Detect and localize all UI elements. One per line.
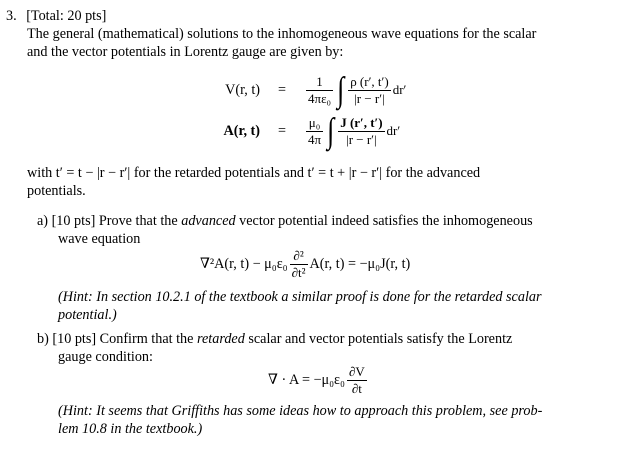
part-b-text-post: scalar and vector potentials satisfy the Lorentz <box>248 331 513 347</box>
part-b-line-2: gauge condition: <box>58 349 153 365</box>
part-a-text-post: vector potential indeed satisfies the inhomogeneous <box>239 213 533 229</box>
part-a-text-em: advanced <box>181 213 236 229</box>
with-line-1: with t′ = t − |r − r′| for the retarded potentials and t′ = t + |r − r′| for the advanced <box>27 165 481 181</box>
eq-v-equals: = <box>277 82 286 98</box>
part-b-text-pre: Confirm that the <box>99 331 194 347</box>
part-b-eq-fraction <box>347 364 367 397</box>
part-b-hint-line-1: (Hint: It seems that Griffiths has some ideas how to approach this problem, see prob- <box>58 403 543 419</box>
part-a-eq-fraction <box>290 248 308 281</box>
part-a-eq-lhs: ∇²A(r, t) − μ₀ε₀ <box>200 256 288 272</box>
eq-v-lhs: V(r, t) <box>225 82 260 98</box>
eq-a-coefficient <box>306 115 323 148</box>
equation-vector-potential <box>210 111 400 151</box>
part-b-eq-lhs: ∇ · A = −μ₀ε₀ <box>268 372 345 388</box>
eq-v-differential: dr′ <box>392 82 407 97</box>
eq-v-integrand <box>348 74 391 107</box>
part-a-text-pre: Prove that the <box>98 213 178 229</box>
eq-v-int-num: ρ (r′, t′) <box>350 73 389 89</box>
part-a-eq-rhs: A(r, t) = −μ₀J(r, t) <box>309 256 411 272</box>
part-b-line-1 <box>37 330 512 348</box>
part-a-eq-frac-num: ∂² <box>293 247 304 263</box>
part-b-eq-frac-num: ∂V <box>348 363 365 379</box>
with-line-2: potentials. <box>27 183 86 199</box>
part-b-equation <box>268 362 369 398</box>
problem-header <box>6 7 106 25</box>
problem-total: [Total: 20 pts] <box>26 8 107 24</box>
eq-a-lhs: A(r, t) <box>223 123 260 139</box>
eq-v-coefficient <box>306 74 333 107</box>
eq-a-integrand <box>338 115 384 148</box>
part-a-eq-frac-den: ∂t² <box>291 264 306 280</box>
part-a-hint-line-1: (Hint: In section 10.2.1 of the textbook a similar proof is done for the retarded scalar <box>58 289 542 305</box>
eq-a-int-den: |r − r′| <box>346 131 377 147</box>
part-b-points: [10 pts] <box>52 331 97 347</box>
problem-number: 3. <box>6 8 17 24</box>
part-b-hint-line-2: lem 10.8 in the textbook.) <box>58 421 203 437</box>
part-b-text-em: retarded <box>197 331 245 347</box>
eq-v-coeff-num: 1 <box>316 73 323 89</box>
eq-a-int-num: J (r′, t′) <box>340 114 383 130</box>
part-a-line-1 <box>37 212 533 230</box>
part-a-line-2: wave equation <box>58 231 141 247</box>
part-b-eq-frac-den: ∂t <box>351 380 362 396</box>
part-a-equation <box>200 246 410 282</box>
part-b-label: b) <box>37 331 49 347</box>
eq-a-coeff-den: 4π <box>308 131 322 147</box>
intro-line-2: and the vector potentials in Lorentz gauge are given by: <box>27 44 344 60</box>
integral-sign: ∫ <box>327 110 335 150</box>
eq-v-coeff-den: 4πε₀ <box>308 90 332 106</box>
integral-sign: ∫ <box>337 69 345 109</box>
part-a-points: [10 pts] <box>51 213 96 229</box>
equation-scalar-potential <box>210 70 406 110</box>
part-a-hint-line-2: potential.) <box>58 307 117 323</box>
eq-a-equals: = <box>277 123 286 139</box>
eq-v-int-den: |r − r′| <box>354 90 385 106</box>
intro-line-1: The general (mathematical) solutions to the inhomogeneous wave equations for the scalar <box>27 26 537 42</box>
eq-a-differential: dr′ <box>386 123 401 138</box>
eq-a-coeff-num: μ₀ <box>308 114 321 130</box>
part-a-label: a) <box>37 213 49 229</box>
